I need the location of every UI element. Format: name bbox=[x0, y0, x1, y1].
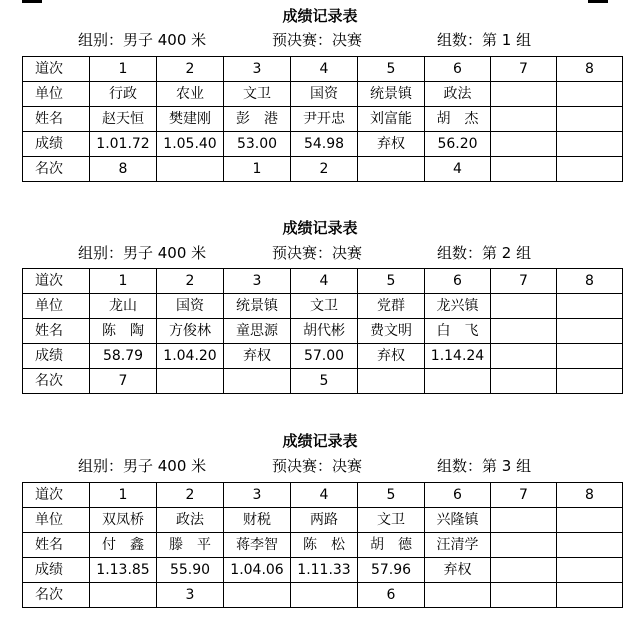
results-table bbox=[22, 482, 623, 608]
table-cell bbox=[291, 583, 358, 608]
table-cell: 5 bbox=[291, 369, 358, 394]
table-cell: 8 bbox=[557, 57, 623, 82]
table-cell: 弃权 bbox=[358, 132, 425, 157]
table-cell bbox=[491, 82, 557, 107]
row-label: 名次 bbox=[23, 369, 90, 394]
rank-row bbox=[23, 369, 623, 394]
record-sheet-3 bbox=[0, 425, 640, 619]
table-cell: 白 飞 bbox=[425, 319, 491, 344]
table-cell: 5 bbox=[358, 269, 425, 294]
table-cell: 樊建刚 bbox=[157, 107, 224, 132]
table-cell: 行政 bbox=[90, 82, 157, 107]
table-cell: 财税 bbox=[224, 508, 291, 533]
table-cell: 1 bbox=[90, 269, 157, 294]
table-cell: 胡 杰 bbox=[425, 107, 491, 132]
round-label: 预决赛：决赛 bbox=[272, 31, 363, 49]
table-cell: 两路 bbox=[291, 508, 358, 533]
table-cell: 7 bbox=[90, 369, 157, 394]
table-cell: 赵天恒 bbox=[90, 107, 157, 132]
table-cell: 4 bbox=[425, 157, 491, 182]
table-cell: 龙兴镇 bbox=[425, 294, 491, 319]
table-cell: 1.14.24 bbox=[425, 344, 491, 369]
table-cell: 统景镇 bbox=[224, 294, 291, 319]
table-cell: 费文明 bbox=[358, 319, 425, 344]
table-cell: 统景镇 bbox=[358, 82, 425, 107]
unit-row bbox=[23, 508, 623, 533]
table-cell: 8 bbox=[557, 483, 623, 508]
lane-row bbox=[23, 483, 623, 508]
table-cell: 55.90 bbox=[157, 558, 224, 583]
round-label: 预决赛：决赛 bbox=[272, 244, 363, 262]
row-label: 单位 bbox=[23, 294, 90, 319]
table-cell: 8 bbox=[557, 269, 623, 294]
group-label: 组别：男子 400 米 bbox=[78, 457, 207, 475]
heat-label: 组数：第 3 组 bbox=[437, 457, 532, 475]
round-label: 预决赛：决赛 bbox=[272, 457, 363, 475]
table-cell: 龙山 bbox=[90, 294, 157, 319]
name-row bbox=[23, 107, 623, 132]
table-cell: 双凤桥 bbox=[90, 508, 157, 533]
table-cell bbox=[358, 157, 425, 182]
table-cell: 3 bbox=[224, 57, 291, 82]
lane-row bbox=[23, 269, 623, 294]
table-cell: 53.00 bbox=[224, 132, 291, 157]
table-cell bbox=[557, 82, 623, 107]
table-cell: 陈 陶 bbox=[90, 319, 157, 344]
table-cell: 付 鑫 bbox=[90, 533, 157, 558]
result-row bbox=[23, 558, 623, 583]
sheet-title: 成绩记录表 bbox=[282, 7, 358, 25]
table-cell: 陈 松 bbox=[291, 533, 358, 558]
table-cell: 5 bbox=[358, 483, 425, 508]
table-cell: 5 bbox=[358, 57, 425, 82]
table-cell: 尹开忠 bbox=[291, 107, 358, 132]
table-cell: 2 bbox=[157, 483, 224, 508]
table-cell: 1.05.40 bbox=[157, 132, 224, 157]
table-cell: 政法 bbox=[425, 82, 491, 107]
table-cell bbox=[491, 533, 557, 558]
results-table bbox=[22, 56, 623, 182]
table-cell: 2 bbox=[291, 157, 358, 182]
table-cell: 6 bbox=[425, 269, 491, 294]
table-cell: 4 bbox=[291, 269, 358, 294]
table-cell: 弃权 bbox=[358, 344, 425, 369]
table-cell: 兴隆镇 bbox=[425, 508, 491, 533]
table-cell: 1.13.85 bbox=[90, 558, 157, 583]
table-cell bbox=[491, 558, 557, 583]
rank-row bbox=[23, 583, 623, 608]
table-cell: 3 bbox=[157, 583, 224, 608]
row-label: 成绩 bbox=[23, 132, 90, 157]
row-label: 单位 bbox=[23, 508, 90, 533]
row-label: 名次 bbox=[23, 583, 90, 608]
name-row bbox=[23, 533, 623, 558]
table-cell: 2 bbox=[157, 269, 224, 294]
table-cell: 1 bbox=[224, 157, 291, 182]
sheet-title: 成绩记录表 bbox=[282, 219, 358, 237]
record-sheet-1 bbox=[0, 0, 640, 200]
table-cell: 弃权 bbox=[425, 558, 491, 583]
table-cell: 7 bbox=[491, 483, 557, 508]
table-cell: 58.79 bbox=[90, 344, 157, 369]
table-cell bbox=[224, 583, 291, 608]
table-cell: 54.98 bbox=[291, 132, 358, 157]
row-label: 单位 bbox=[23, 82, 90, 107]
table-cell: 56.20 bbox=[425, 132, 491, 157]
heat-label: 组数：第 1 组 bbox=[437, 31, 532, 49]
table-cell: 1 bbox=[90, 483, 157, 508]
table-cell bbox=[557, 369, 623, 394]
table-cell: 弃权 bbox=[224, 344, 291, 369]
table-cell: 1.04.20 bbox=[157, 344, 224, 369]
table-cell: 文卫 bbox=[224, 82, 291, 107]
row-label: 姓名 bbox=[23, 533, 90, 558]
table-cell bbox=[157, 369, 224, 394]
table-cell: 彭 港 bbox=[224, 107, 291, 132]
table-cell: 刘富能 bbox=[358, 107, 425, 132]
unit-row bbox=[23, 82, 623, 107]
group-label: 组别：男子 400 米 bbox=[78, 31, 207, 49]
table-cell: 6 bbox=[425, 483, 491, 508]
row-label: 姓名 bbox=[23, 319, 90, 344]
result-row bbox=[23, 132, 623, 157]
table-cell: 6 bbox=[425, 57, 491, 82]
table-cell bbox=[557, 157, 623, 182]
table-cell: 党群 bbox=[358, 294, 425, 319]
table-cell: 1 bbox=[90, 57, 157, 82]
table-cell bbox=[557, 558, 623, 583]
table-cell: 57.96 bbox=[358, 558, 425, 583]
table-cell: 方俊林 bbox=[157, 319, 224, 344]
table-cell bbox=[358, 369, 425, 394]
table-cell: 57.00 bbox=[291, 344, 358, 369]
record-sheet-2 bbox=[0, 213, 640, 413]
table-cell bbox=[90, 583, 157, 608]
table-cell: 童思源 bbox=[224, 319, 291, 344]
table-cell: 7 bbox=[491, 269, 557, 294]
row-label: 名次 bbox=[23, 157, 90, 182]
table-cell: 国资 bbox=[291, 82, 358, 107]
table-cell: 滕 平 bbox=[157, 533, 224, 558]
table-cell bbox=[224, 369, 291, 394]
table-cell: 胡 德 bbox=[358, 533, 425, 558]
table-cell: 1.01.72 bbox=[90, 132, 157, 157]
table-cell: 4 bbox=[291, 57, 358, 82]
group-label: 组别：男子 400 米 bbox=[78, 244, 207, 262]
table-cell: 1.11.33 bbox=[291, 558, 358, 583]
table-cell bbox=[491, 132, 557, 157]
table-cell: 汪清学 bbox=[425, 533, 491, 558]
table-cell: 1.04.06 bbox=[224, 558, 291, 583]
table-cell: 3 bbox=[224, 269, 291, 294]
row-label: 成绩 bbox=[23, 344, 90, 369]
table-cell: 农业 bbox=[157, 82, 224, 107]
table-cell bbox=[557, 107, 623, 132]
table-cell bbox=[491, 294, 557, 319]
row-label: 姓名 bbox=[23, 107, 90, 132]
row-label: 成绩 bbox=[23, 558, 90, 583]
table-cell: 7 bbox=[491, 57, 557, 82]
row-label: 道次 bbox=[23, 483, 90, 508]
table-cell bbox=[557, 583, 623, 608]
table-cell bbox=[557, 533, 623, 558]
table-cell: 蒋李智 bbox=[224, 533, 291, 558]
table-cell: 文卫 bbox=[358, 508, 425, 533]
table-cell bbox=[557, 132, 623, 157]
table-cell bbox=[491, 344, 557, 369]
table-cell: 4 bbox=[291, 483, 358, 508]
table-cell bbox=[425, 583, 491, 608]
table-cell: 国资 bbox=[157, 294, 224, 319]
table-cell bbox=[425, 369, 491, 394]
table-cell bbox=[491, 157, 557, 182]
table-cell: 2 bbox=[157, 57, 224, 82]
rank-row bbox=[23, 157, 623, 182]
table-cell bbox=[491, 107, 557, 132]
unit-row bbox=[23, 294, 623, 319]
table-cell bbox=[491, 508, 557, 533]
table-cell: 3 bbox=[224, 483, 291, 508]
table-cell bbox=[491, 319, 557, 344]
table-cell bbox=[157, 157, 224, 182]
result-row bbox=[23, 344, 623, 369]
name-row bbox=[23, 319, 623, 344]
results-table bbox=[22, 268, 623, 394]
table-cell bbox=[557, 508, 623, 533]
table-cell: 6 bbox=[358, 583, 425, 608]
table-cell bbox=[557, 294, 623, 319]
sheet-title: 成绩记录表 bbox=[282, 432, 358, 450]
table-cell bbox=[557, 319, 623, 344]
lane-row bbox=[23, 57, 623, 82]
table-cell bbox=[491, 583, 557, 608]
row-label: 道次 bbox=[23, 269, 90, 294]
table-cell bbox=[491, 369, 557, 394]
table-cell: 8 bbox=[90, 157, 157, 182]
table-cell: 胡代彬 bbox=[291, 319, 358, 344]
table-cell: 文卫 bbox=[291, 294, 358, 319]
row-label: 道次 bbox=[23, 57, 90, 82]
table-cell bbox=[557, 344, 623, 369]
heat-label: 组数：第 2 组 bbox=[437, 244, 532, 262]
table-cell: 政法 bbox=[157, 508, 224, 533]
